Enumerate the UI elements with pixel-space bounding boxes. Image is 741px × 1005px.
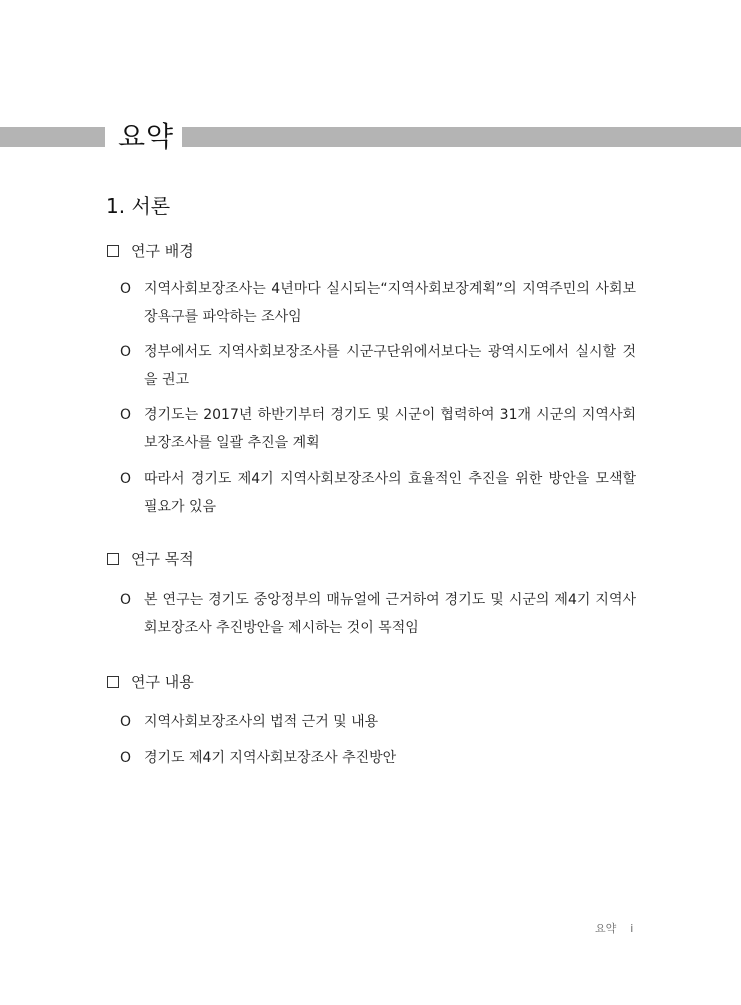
list-item-text: 정부에서도 지역사회보장조사를 시군구단위에서보다는 광역시도에서 실시할 것을 권고 <box>144 344 636 388</box>
subsection-heading-purpose <box>107 548 194 570</box>
list-item-text: 경기도 제4기 지역사회보장조사 추진방안 <box>144 750 397 766</box>
checkbox-square-icon <box>107 245 119 257</box>
subsection-title: 연구 내용 <box>131 673 194 691</box>
list-item-text: 지역사회보장조사의 법적 근거 및 내용 <box>144 714 379 730</box>
list-item-text: 지역사회보장조사는 4년마다 실시되는“지역사회보장계획”의 지역주민의 사회보장욕구를 파악하는 조사임 <box>144 281 636 325</box>
page-footer <box>595 921 633 937</box>
subsection-title: 연구 목적 <box>131 550 194 568</box>
circle-bullet-icon: O <box>120 471 132 487</box>
title-bar-right <box>182 127 741 147</box>
circle-bullet-icon: O <box>120 407 132 423</box>
list-item <box>120 465 636 521</box>
list-item-text: 경기도는 2017년 하반기부터 경기도 및 시군이 협력하여 31개 시군의 지역사회보장조사를 일괄 추진을 계획 <box>144 407 636 451</box>
circle-bullet-icon: O <box>120 281 132 297</box>
page-number: i <box>630 922 634 935</box>
list-item <box>120 338 636 394</box>
circle-bullet-icon: O <box>120 750 132 766</box>
title-bar-left <box>0 127 105 147</box>
checkbox-square-icon <box>107 676 119 688</box>
circle-bullet-icon: O <box>120 592 132 608</box>
list-item-text: 따라서 경기도 제4기 지역사회보장조사의 효율적인 추진을 위한 방안을 모색할 필요가 있음 <box>144 471 636 515</box>
page-title: 요약 <box>118 120 175 153</box>
circle-bullet-icon: O <box>120 344 132 360</box>
list-item <box>120 586 636 642</box>
list-item <box>120 275 636 331</box>
list-item-text: 본 연구는 경기도 중앙정부의 매뉴얼에 근거하여 경기도 및 시군의 제4기 지역사회보장조사 추진방안을 제시하는 것이 목적임 <box>144 592 636 636</box>
circle-bullet-icon: O <box>120 714 132 730</box>
checkbox-square-icon <box>107 553 119 565</box>
subsection-title: 연구 배경 <box>131 242 194 260</box>
list-item <box>120 708 636 736</box>
footer-label: 요약 <box>595 922 617 935</box>
subsection-heading-background <box>107 240 194 262</box>
list-item <box>120 401 636 457</box>
list-item <box>120 744 636 772</box>
section-heading: 1. 서론 <box>106 194 171 218</box>
subsection-heading-content <box>107 671 194 693</box>
